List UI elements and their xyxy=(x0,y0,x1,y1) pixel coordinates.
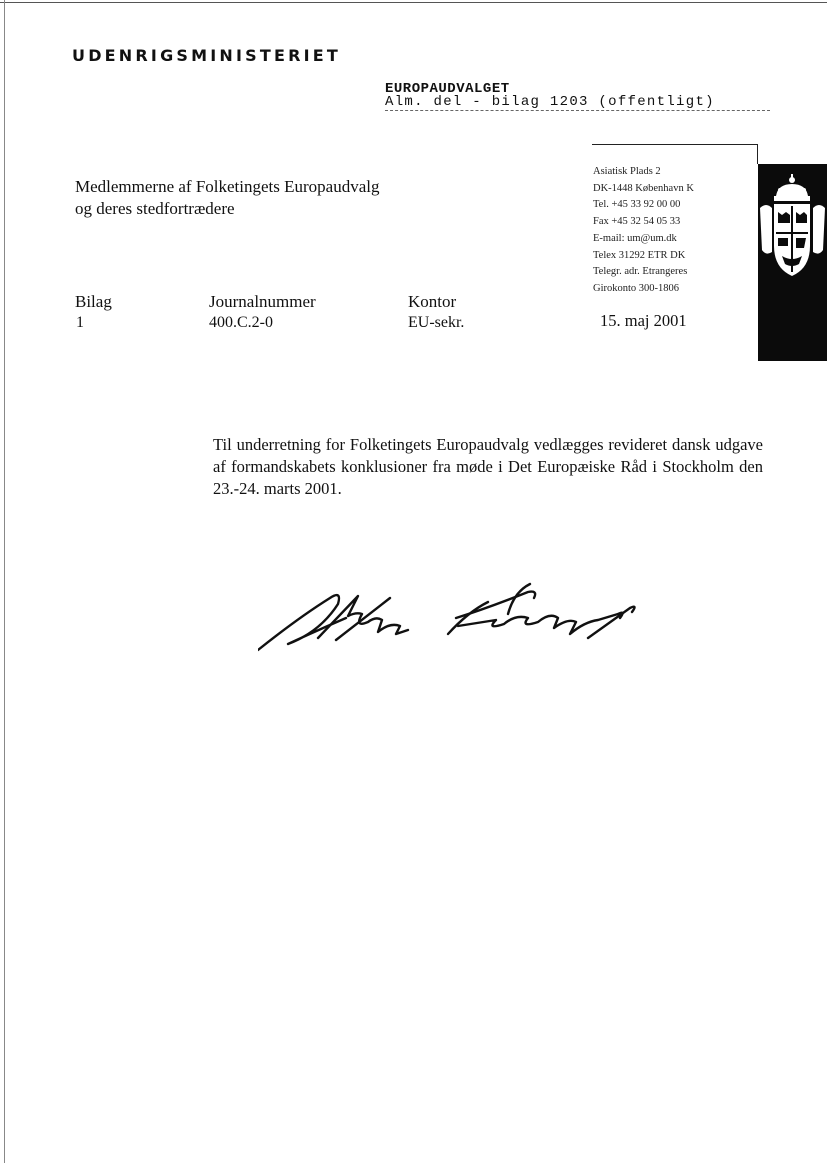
address-street: Asiatisk Plads 2 xyxy=(593,166,661,177)
stamp-underline xyxy=(385,110,770,111)
body-paragraph: Til underretning for Folketingets Europaudvalg vedlægges revideret dansk udgave af formandskabets konklusioner fra møde i Det Europæiske Råd i Stockholm den 23.-24. marts 2001. xyxy=(213,435,763,498)
ministry-name: UDENRIGSMINISTERIET xyxy=(72,46,342,65)
address-city: DK-1448 København K xyxy=(593,182,694,194)
address-giro: Girokonto 300-1806 xyxy=(593,282,680,294)
address-telegram: Telegr. adr. Etrangeres xyxy=(593,266,688,278)
address-box-side-rule xyxy=(757,144,758,164)
journal-label: Journalnummer xyxy=(209,292,316,311)
address-fax: Fax +45 32 54 05 33 xyxy=(593,216,681,228)
left-edge-rule xyxy=(4,0,5,1163)
address-telex: Telex 31292 ETR DK xyxy=(593,249,686,261)
bilag-label: Bilag xyxy=(75,292,112,311)
kontor-value: EU-sekr. xyxy=(408,314,465,331)
addressee xyxy=(75,176,380,220)
crest-panel xyxy=(758,164,827,361)
bilag-value: 1 xyxy=(76,314,84,331)
journal-value: 400.C.2-0 xyxy=(209,314,273,331)
address-email: E-mail: um@um.dk xyxy=(593,232,677,244)
stamp-reference: Alm. del - bilag 1203 (offentligt) xyxy=(385,94,715,110)
top-edge-rule xyxy=(0,2,827,3)
address-phone: Tel. +45 33 92 00 00 xyxy=(593,199,681,211)
handwritten-signature xyxy=(258,578,658,653)
addressee-line-2: og deres stedfortrædere xyxy=(75,199,235,218)
address-box-top-rule xyxy=(592,144,758,145)
kontor-label: Kontor xyxy=(408,292,457,311)
royal-crest-icon xyxy=(758,172,827,292)
addressee-line-1: Medlemmerne af Folketingets Europaudvalg xyxy=(75,177,380,196)
sender-address xyxy=(593,164,694,298)
stamp-title: EUROPAUDVALGET xyxy=(385,81,510,97)
letter-date: 15. maj 2001 xyxy=(600,311,687,330)
